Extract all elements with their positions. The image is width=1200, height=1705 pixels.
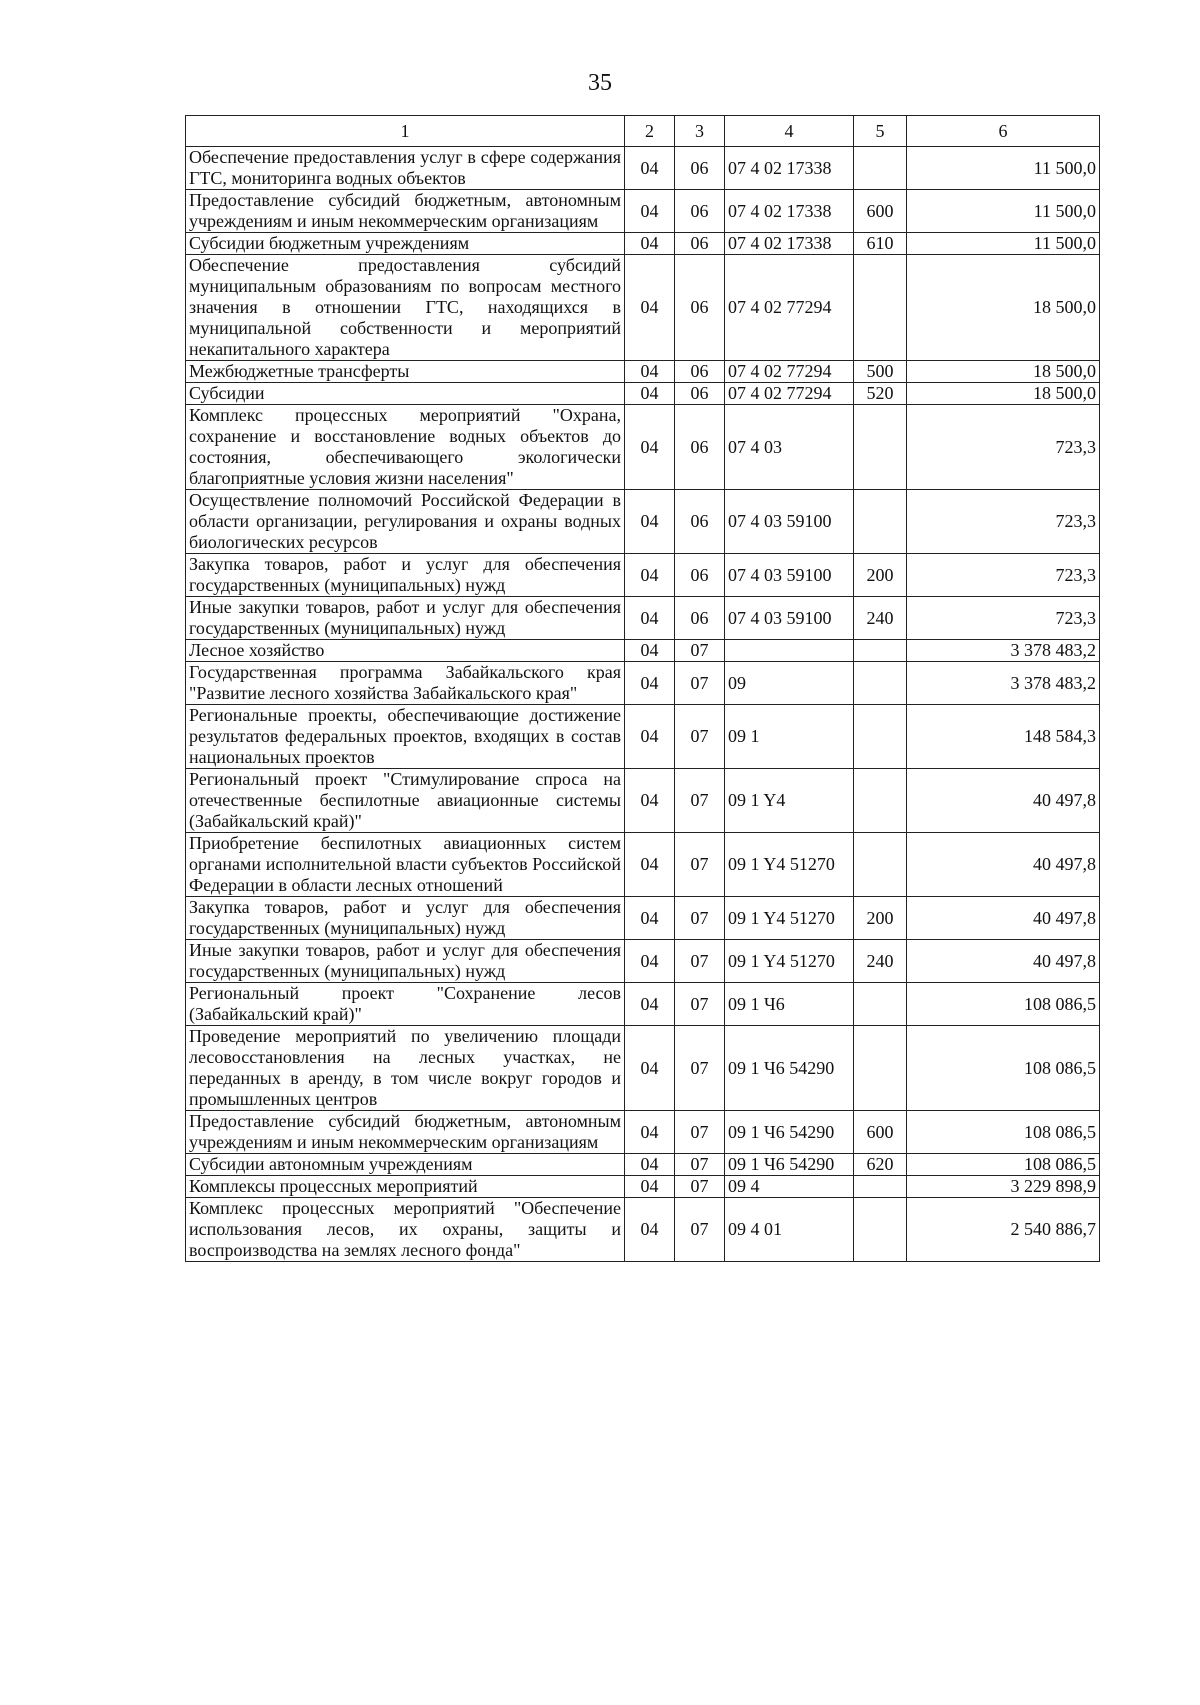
budget-table [185,115,1100,1262]
column-header: 2 [625,116,675,147]
row-name-cell: Региональный проект "Стимулирование спроса на отечественные беспилотные авиационные системы (Забайкальский край)" [186,769,625,833]
expense-type-cell: 200 [854,897,907,940]
expense-type-cell: 600 [854,190,907,233]
row-name-cell: Закупка товаров, работ и услуг для обеспечения государственных (муниципальных) нужд [186,897,625,940]
amount-cell: 11 500,0 [907,190,1100,233]
amount-cell: 108 086,5 [907,983,1100,1026]
subsection-code-cell: 07 [675,940,725,983]
row-name-cell: Обеспечение предоставления услуг в сфере содержания ГТС, мониторинга водных объектов [186,147,625,190]
expense-type-cell [854,1176,907,1198]
amount-cell: 2 540 886,7 [907,1198,1100,1262]
section-code-cell: 04 [625,405,675,490]
row-name-cell: Предоставление субсидий бюджетным, автономным учреждениям и иным некоммерческим организациям [186,190,625,233]
row-name-cell: Осуществление полномочий Российской Федерации в области организации, регулирования и охраны водных биологических ресурсов [186,490,625,554]
row-name-cell: Проведение мероприятий по увеличению площади лесовосстановления на лесных участках, не переданных в аренду, в том числе вокруг городов и промышленных центров [186,1026,625,1111]
table-row [186,1026,1100,1111]
row-name-cell: Предоставление субсидий бюджетным, автономным учреждениям и иным некоммерческим организациям [186,1111,625,1154]
section-code-cell: 04 [625,490,675,554]
row-name-cell: Комплекс процессных мероприятий "Охрана, сохранение и восстановление водных объектов до состояния, обеспечивающего экологически благоприятные условия жизни населения" [186,405,625,490]
subsection-code-cell: 07 [675,769,725,833]
amount-cell: 723,3 [907,554,1100,597]
table-body [186,147,1100,1262]
table-row [186,983,1100,1026]
column-header: 1 [186,116,625,147]
table-row [186,1198,1100,1262]
amount-cell: 108 086,5 [907,1111,1100,1154]
target-article-cell: 07 4 02 17338 [725,147,854,190]
target-article-cell [725,640,854,662]
section-code-cell: 04 [625,255,675,361]
subsection-code-cell: 06 [675,597,725,640]
page-number: 35 [588,70,612,96]
table-row [186,1111,1100,1154]
section-code-cell: 04 [625,983,675,1026]
amount-cell: 11 500,0 [907,147,1100,190]
subsection-code-cell: 06 [675,255,725,361]
section-code-cell: 04 [625,361,675,383]
target-article-cell: 07 4 02 17338 [725,190,854,233]
subsection-code-cell: 07 [675,1154,725,1176]
expense-type-cell: 240 [854,940,907,983]
amount-cell: 3 378 483,2 [907,640,1100,662]
subsection-code-cell: 06 [675,554,725,597]
section-code-cell: 04 [625,940,675,983]
row-name-cell: Межбюджетные трансферты [186,361,625,383]
row-name-cell: Субсидии [186,383,625,405]
amount-cell: 723,3 [907,405,1100,490]
subsection-code-cell: 06 [675,490,725,554]
table-row [186,147,1100,190]
table-row [186,597,1100,640]
target-article-cell: 09 4 [725,1176,854,1198]
subsection-code-cell: 07 [675,1026,725,1111]
expense-type-cell: 500 [854,361,907,383]
amount-cell: 148 584,3 [907,705,1100,769]
row-name-cell: Региональный проект "Сохранение лесов (Забайкальский край)" [186,983,625,1026]
table-row [186,233,1100,255]
subsection-code-cell: 06 [675,383,725,405]
expense-type-cell: 200 [854,554,907,597]
target-article-cell: 07 4 03 59100 [725,597,854,640]
target-article-cell: 09 1 Y4 [725,769,854,833]
expense-type-cell: 600 [854,1111,907,1154]
table-row [186,1154,1100,1176]
table-row [186,705,1100,769]
expense-type-cell [854,1198,907,1262]
subsection-code-cell: 07 [675,1176,725,1198]
target-article-cell: 07 4 03 59100 [725,554,854,597]
target-article-cell: 09 1 Ч6 [725,983,854,1026]
column-header: 3 [675,116,725,147]
target-article-cell: 07 4 03 [725,405,854,490]
subsection-code-cell: 06 [675,405,725,490]
table-row [186,940,1100,983]
section-code-cell: 04 [625,554,675,597]
table-row [186,383,1100,405]
expense-type-cell: 620 [854,1154,907,1176]
section-code-cell: 04 [625,383,675,405]
expense-type-cell [854,405,907,490]
table-row [186,833,1100,897]
expense-type-cell [854,705,907,769]
table-row [186,1176,1100,1198]
section-code-cell: 04 [625,897,675,940]
section-code-cell: 04 [625,1111,675,1154]
expense-type-cell: 610 [854,233,907,255]
section-code-cell: 04 [625,833,675,897]
expense-type-cell [854,662,907,705]
row-name-cell: Государственная программа Забайкальского края "Развитие лесного хозяйства Забайкальского края" [186,662,625,705]
table-row [186,662,1100,705]
amount-cell: 723,3 [907,597,1100,640]
row-name-cell: Субсидии автономным учреждениям [186,1154,625,1176]
table-row [186,405,1100,490]
row-name-cell: Иные закупки товаров, работ и услуг для обеспечения государственных (муниципальных) нужд [186,940,625,983]
amount-cell: 3 229 898,9 [907,1176,1100,1198]
column-header: 5 [854,116,907,147]
amount-cell: 40 497,8 [907,769,1100,833]
subsection-code-cell: 07 [675,662,725,705]
section-code-cell: 04 [625,1154,675,1176]
section-code-cell: 04 [625,1198,675,1262]
target-article-cell: 09 4 01 [725,1198,854,1262]
table-row [186,255,1100,361]
target-article-cell: 09 [725,662,854,705]
subsection-code-cell: 07 [675,1111,725,1154]
amount-cell: 18 500,0 [907,255,1100,361]
row-name-cell: Приобретение беспилотных авиационных систем органами исполнительной власти субъектов Российской Федерации в области лесных отношений [186,833,625,897]
subsection-code-cell: 06 [675,147,725,190]
table-row [186,490,1100,554]
table-row [186,554,1100,597]
expense-type-cell [854,769,907,833]
section-code-cell: 04 [625,190,675,233]
column-header: 6 [907,116,1100,147]
target-article-cell: 09 1 Ч6 54290 [725,1111,854,1154]
amount-cell: 3 378 483,2 [907,662,1100,705]
section-code-cell: 04 [625,640,675,662]
amount-cell: 108 086,5 [907,1026,1100,1111]
subsection-code-cell: 07 [675,640,725,662]
expense-type-cell [854,1026,907,1111]
table-row [186,769,1100,833]
section-code-cell: 04 [625,769,675,833]
expense-type-cell: 240 [854,597,907,640]
amount-cell: 40 497,8 [907,897,1100,940]
subsection-code-cell: 06 [675,233,725,255]
target-article-cell: 07 4 02 77294 [725,255,854,361]
target-article-cell: 09 1 Y4 51270 [725,833,854,897]
row-name-cell: Региональные проекты, обеспечивающие достижение результатов федеральных проектов, входящих в состав национальных проектов [186,705,625,769]
table-row [186,361,1100,383]
section-code-cell: 04 [625,1176,675,1198]
target-article-cell: 09 1 Y4 51270 [725,940,854,983]
subsection-code-cell: 07 [675,705,725,769]
row-name-cell: Комплексы процессных мероприятий [186,1176,625,1198]
table-row [186,897,1100,940]
target-article-cell: 09 1 Ч6 54290 [725,1154,854,1176]
row-name-cell: Лесное хозяйство [186,640,625,662]
expense-type-cell [854,490,907,554]
amount-cell: 40 497,8 [907,833,1100,897]
subsection-code-cell: 07 [675,1198,725,1262]
subsection-code-cell: 06 [675,190,725,233]
subsection-code-cell: 06 [675,361,725,383]
expense-type-cell [854,147,907,190]
target-article-cell: 07 4 03 59100 [725,490,854,554]
expense-type-cell: 520 [854,383,907,405]
section-code-cell: 04 [625,1026,675,1111]
target-article-cell: 07 4 02 17338 [725,233,854,255]
amount-cell: 18 500,0 [907,361,1100,383]
section-code-cell: 04 [625,597,675,640]
column-header: 4 [725,116,854,147]
section-code-cell: 04 [625,662,675,705]
amount-cell: 40 497,8 [907,940,1100,983]
section-code-cell: 04 [625,147,675,190]
subsection-code-cell: 07 [675,897,725,940]
subsection-code-cell: 07 [675,983,725,1026]
table-row [186,190,1100,233]
target-article-cell: 09 1 Ч6 54290 [725,1026,854,1111]
row-name-cell: Комплекс процессных мероприятий "Обеспечение использования лесов, их охраны, защиты и воспроизводства на землях лесного фонда" [186,1198,625,1262]
amount-cell: 723,3 [907,490,1100,554]
target-article-cell: 07 4 02 77294 [725,361,854,383]
row-name-cell: Обеспечение предоставления субсидий муниципальным образованиям по вопросам местного значения в отношении ГТС, находящихся в муниципальной собственности и мероприятий некапитального характера [186,255,625,361]
amount-cell: 18 500,0 [907,383,1100,405]
amount-cell: 108 086,5 [907,1154,1100,1176]
target-article-cell: 09 1 [725,705,854,769]
row-name-cell: Иные закупки товаров, работ и услуг для обеспечения государственных (муниципальных) нужд [186,597,625,640]
row-name-cell: Субсидии бюджетным учреждениям [186,233,625,255]
section-code-cell: 04 [625,705,675,769]
amount-cell: 11 500,0 [907,233,1100,255]
target-article-cell: 07 4 02 77294 [725,383,854,405]
section-code-cell: 04 [625,233,675,255]
target-article-cell: 09 1 Y4 51270 [725,897,854,940]
expense-type-cell [854,833,907,897]
row-name-cell: Закупка товаров, работ и услуг для обеспечения государственных (муниципальных) нужд [186,554,625,597]
expense-type-cell [854,640,907,662]
subsection-code-cell: 07 [675,833,725,897]
table-header-row [186,116,1100,147]
expense-type-cell [854,255,907,361]
expense-type-cell [854,983,907,1026]
table-row [186,640,1100,662]
